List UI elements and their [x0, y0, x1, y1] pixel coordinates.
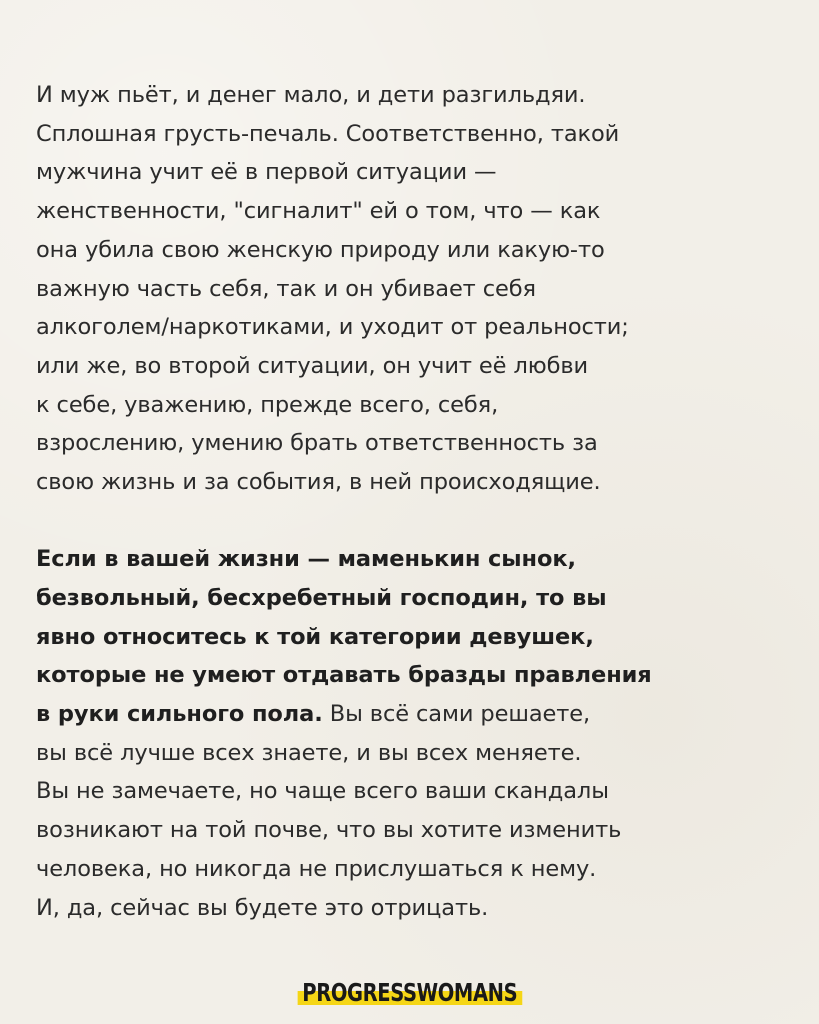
text-line: свою жизнь и за события, в ней происходящие.	[36, 469, 601, 496]
text-line: Сплошная грусть-печаль. Соответственно, такой	[36, 120, 620, 147]
mixed-text-line	[36, 695, 786, 734]
paragraph-gap	[36, 502, 786, 541]
text-line: возникают на той почве, что вы хотите изменить	[36, 817, 622, 844]
text-line: мужчина учит её в первой ситуации —	[36, 159, 497, 186]
footer-logo	[0, 978, 819, 1007]
text-line: И муж пьёт, и денег мало, и дети разгильдяи.	[36, 82, 586, 108]
text-line: она убила свою женскую природу или какую-то	[36, 236, 605, 263]
text-line: вы всё лучше всех знаете, и вы всех меняете.	[36, 739, 582, 766]
text-line: к себе, уважению, прежде всего, себя,	[36, 391, 499, 418]
text-line: Вы не замечаете, но чаще всего ваши скандалы	[36, 778, 609, 805]
bold-text-line: Если в вашей жизни — маменькин сынок,	[36, 546, 576, 573]
bold-text-line: явно относитесь к той категории девушек,	[36, 623, 594, 650]
bold-text-line: безвольный, бесхребетный господин, то вы	[36, 584, 607, 611]
text-line: важную часть себя, так и он убивает себя	[36, 275, 536, 302]
text-line: женственности, "сигналит" ей о том, что — как	[36, 198, 601, 225]
brand-logo	[297, 978, 521, 1007]
text-line: взрослению, умению брать ответственность за	[36, 430, 598, 457]
paragraph-1	[36, 76, 786, 502]
regular-fragment: Вы всё сами решаете,	[322, 701, 591, 728]
bold-text-line: которые не умеют отдавать бразды правления	[36, 662, 652, 689]
text-line: человека, но никогда не прислушаться к нему.	[36, 855, 597, 882]
article-text	[36, 76, 786, 927]
logo-text: PROGRESSWOMANS	[302, 978, 517, 1007]
text-line: И, да, сейчас вы будете это отрицать.	[36, 894, 489, 921]
bold-fragment: в руки сильного пола.	[36, 701, 323, 728]
paragraph-2	[36, 540, 786, 927]
text-line: или же, во второй ситуации, он учит её любви	[36, 352, 589, 379]
text-line: алкоголем/наркотиками, и уходит от реальности;	[36, 314, 629, 341]
